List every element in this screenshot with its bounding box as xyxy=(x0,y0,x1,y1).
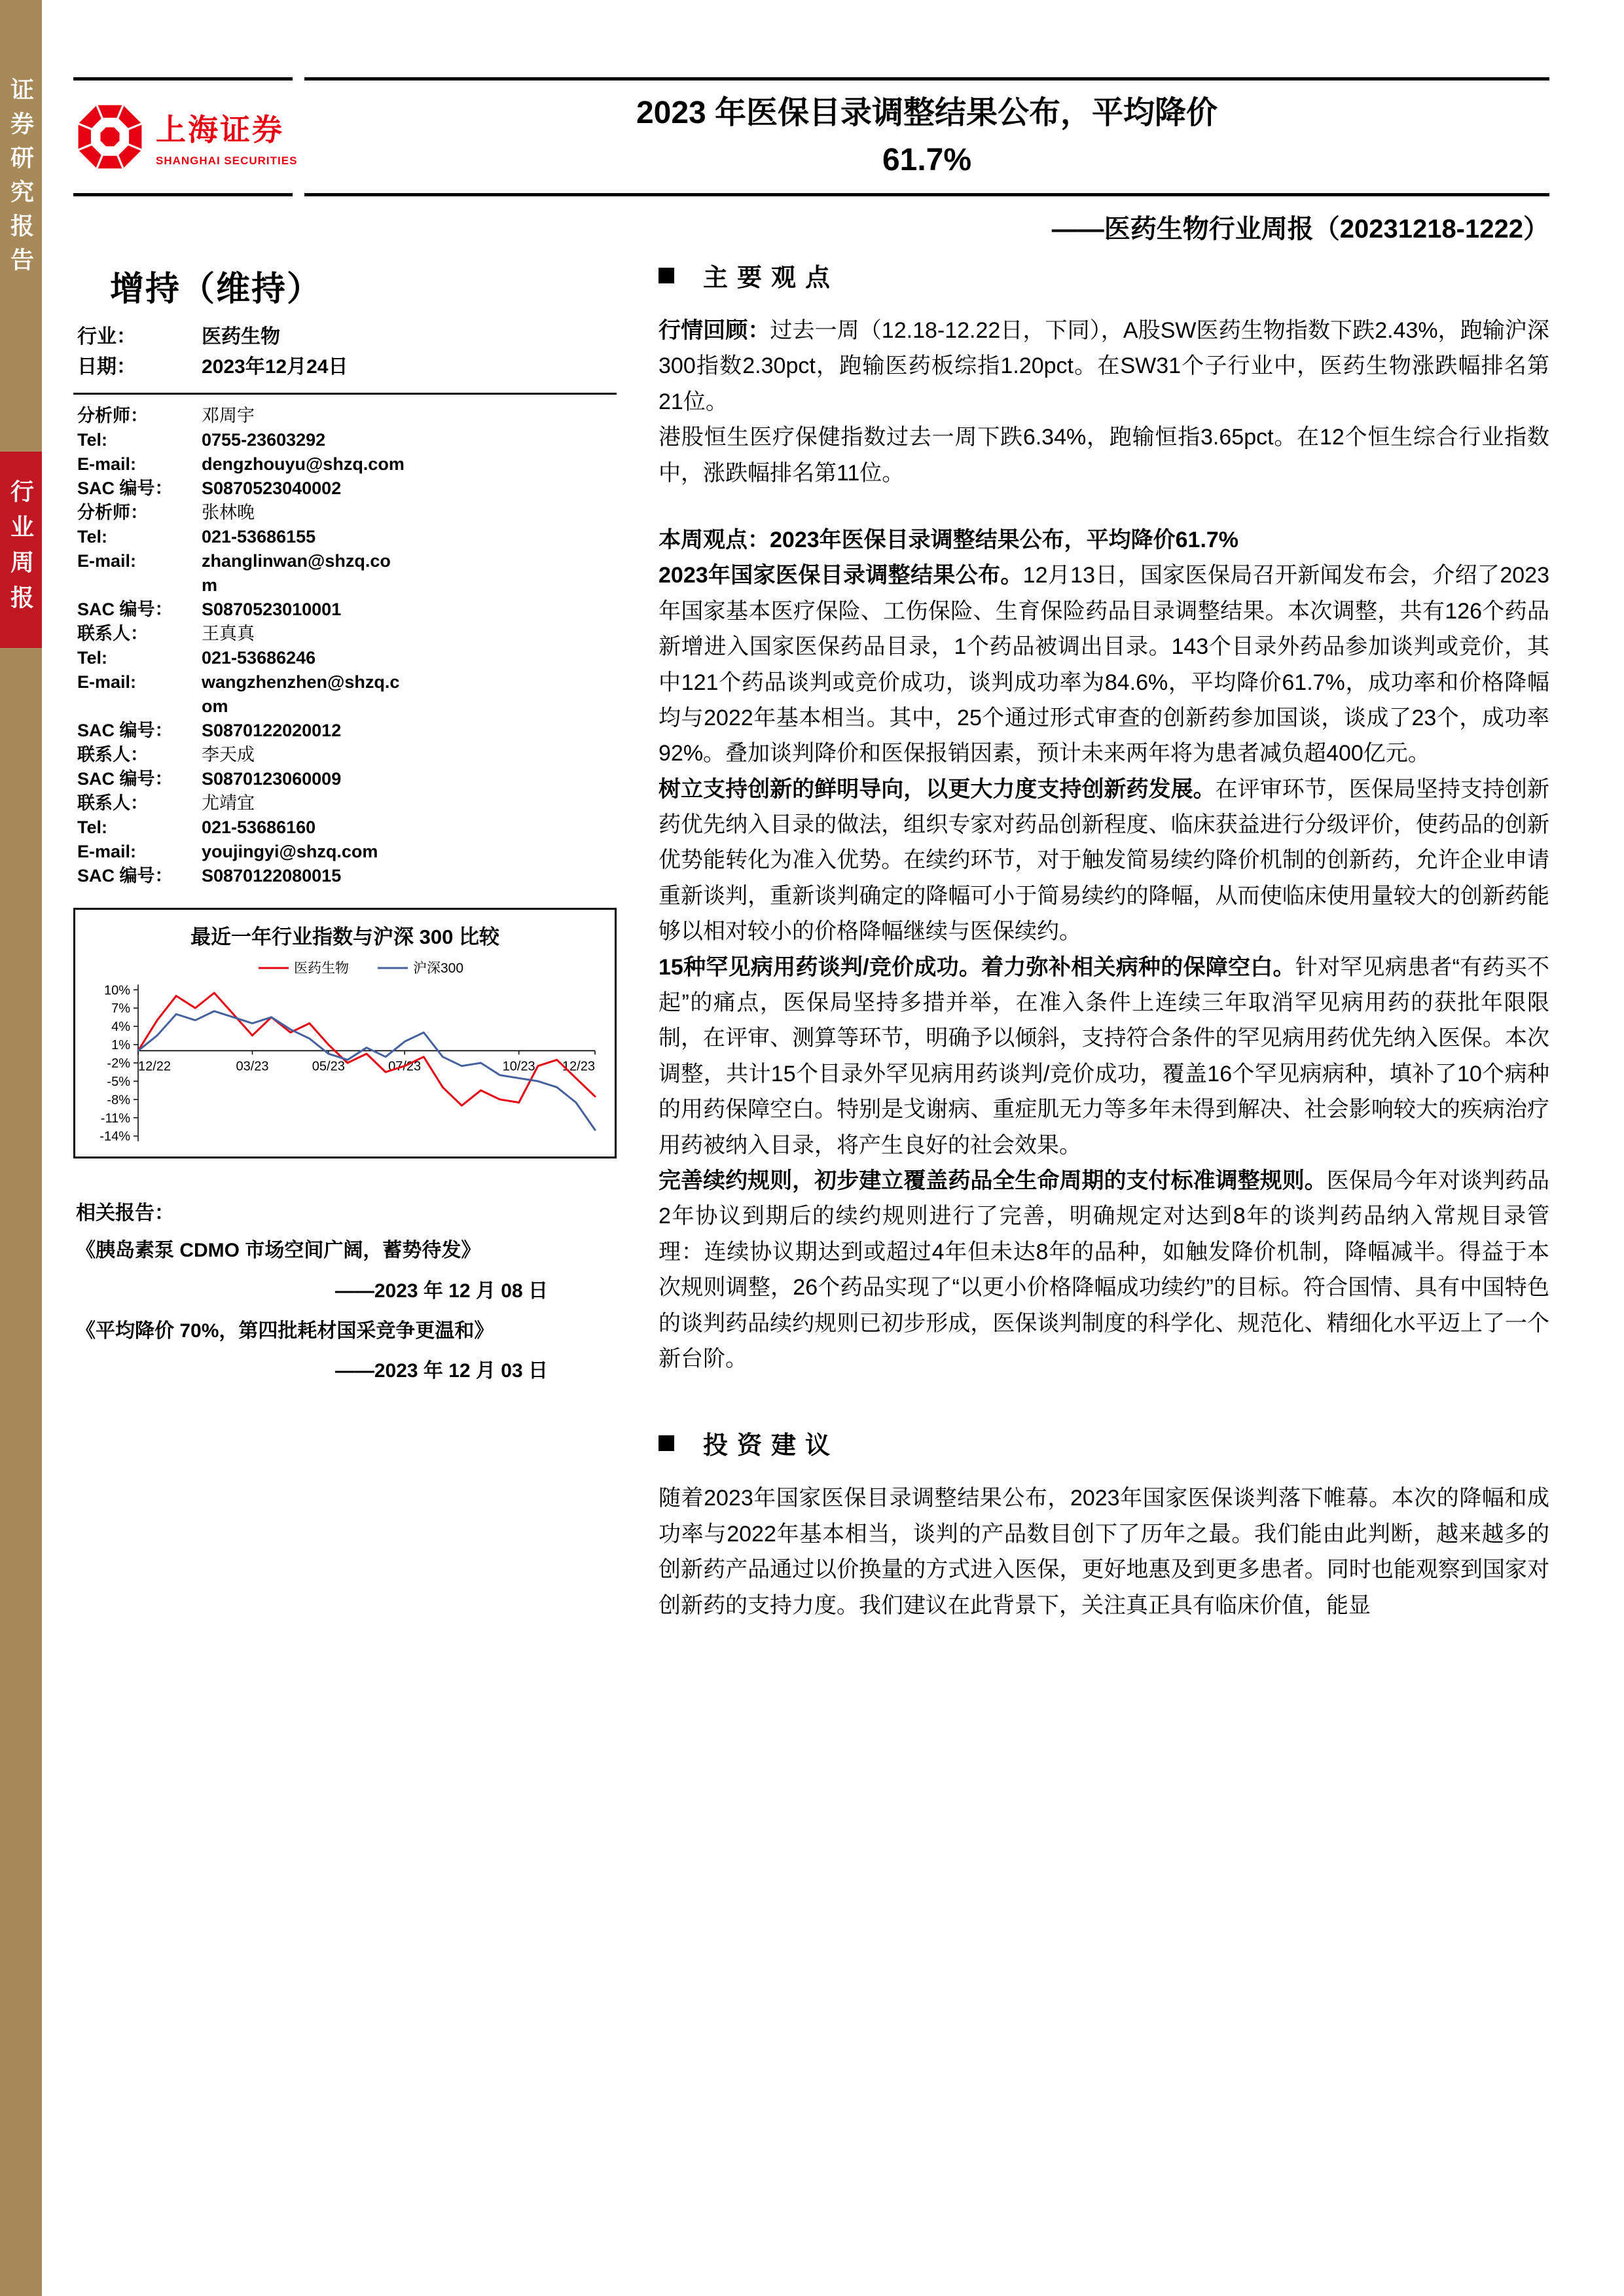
report-item-date: ——2023 年 12 月 03 日 xyxy=(334,1360,548,1382)
info-row xyxy=(77,549,617,598)
report-item-title: 《平均降价 70%，第四批耗材国采竞争更温和》 xyxy=(76,1319,494,1342)
square-bullet-icon xyxy=(659,268,674,283)
field-value: wangzhenzhen@shzq.com xyxy=(202,672,400,716)
field-value: 尤靖宜 xyxy=(202,793,255,813)
info-row xyxy=(77,743,617,767)
field-value: 0755-23603292 xyxy=(202,430,326,450)
logo-text xyxy=(156,106,297,168)
info-row xyxy=(77,791,617,816)
info-row xyxy=(77,767,617,791)
field-label: Tel: xyxy=(77,527,107,547)
paragraph-text: 在评审环节，医保局坚持支持创新药优先纳入目录的做法，组织专家对药品创新程度、临床获益进行分级评价，使药品的创新优势能转化为准入优势。在续约环节，对于触发简易续约降价机制的创新药，允许企业申请重新谈判，重新谈判确定的降幅可小于简易续约的降幅，从而使临床使用量较大的创新药能够以相对较小的价格降幅继续与医保续约。 xyxy=(659,776,1549,944)
contact-list xyxy=(73,395,617,903)
field-value: dengzhouyu@shzq.com xyxy=(202,454,405,474)
svg-text:03/23: 03/23 xyxy=(236,1059,269,1074)
left-edge-strip xyxy=(0,0,42,2296)
info-row xyxy=(77,719,617,743)
logo-cn-text: 上海证券 xyxy=(156,113,284,147)
info-row xyxy=(77,525,617,549)
svg-text:1%: 1% xyxy=(111,1038,130,1053)
field-value: 2023年12月24日 xyxy=(202,356,348,378)
field-label: 联系人： xyxy=(77,793,148,813)
report-subtitle: ——医药生物行业周报（20231218-1222） xyxy=(1051,215,1549,243)
paragraph-lead: 行情回顾： xyxy=(659,318,770,343)
industry-vs-hs300-chart xyxy=(83,955,607,1151)
field-value: youjingyi@shzq.com xyxy=(202,842,378,861)
info-panel xyxy=(73,251,617,1623)
main-body xyxy=(659,251,1549,1623)
paragraph-text: 过去一周（12.18-12.22日，下同），A股SW医药生物指数下跌2.43%，跑输沪深300指数2.30pct，跑输医药板综指1.20pct。在SW31个子行业中，医药生物涨跌幅排名第21位。 xyxy=(659,318,1549,414)
header xyxy=(73,77,1549,196)
rating: 增持（维持） xyxy=(110,270,323,308)
svg-text:7%: 7% xyxy=(111,1001,130,1016)
field-value: S0870122020012 xyxy=(202,721,342,740)
chart-box xyxy=(73,908,617,1158)
field-label: E-mail: xyxy=(77,454,137,474)
strip-red-block xyxy=(0,452,42,648)
paragraph xyxy=(659,772,1549,950)
logo-en-text: SHANGHAI SECURITIES xyxy=(156,154,298,167)
paragraph xyxy=(659,420,1549,491)
info-row xyxy=(77,352,617,382)
info-row xyxy=(77,452,617,476)
section-title-main-views: 主要观点 xyxy=(703,264,840,292)
strip-label-weekly: 行业周报 xyxy=(7,479,35,620)
field-label: SAC 编号： xyxy=(77,769,173,789)
svg-text:-2%: -2% xyxy=(107,1056,130,1071)
square-bullet-icon xyxy=(659,1435,674,1451)
paragraph xyxy=(659,313,1549,420)
svg-text:05/23: 05/23 xyxy=(312,1059,345,1074)
page-content xyxy=(73,77,1549,1623)
field-value: 021-53686155 xyxy=(202,527,316,547)
report-item-date: ——2023 年 12 月 08 日 xyxy=(334,1280,548,1302)
paragraph xyxy=(659,1163,1549,1376)
advice-body xyxy=(659,1480,1549,1623)
svg-text:-11%: -11% xyxy=(100,1111,130,1126)
field-value: S0870123060009 xyxy=(202,769,342,789)
field-value: S0870523010001 xyxy=(202,600,342,619)
info-row xyxy=(77,816,617,840)
field-value: zhanglinwan@shzq.com xyxy=(202,551,391,595)
field-value: S0870122080015 xyxy=(202,866,342,886)
field-label: Tel: xyxy=(77,648,107,668)
paragraph-text: 医保局今年对谈判药品2年协议到期后的续约规则进行了完善，明确规定对达到8年的谈判药品纳入常规目录管理：连续协议期达到或超过4年但未达8年的品种，如触发降价机制，降幅减半。得益于本次规则调整，26个药品实现了“以更小价格降幅成功续约”的目标。符合国情、具有中国特色的谈判药品续约规则已初步形成，医保谈判制度的科学化、规范化、精细化水平迈上了一个新台阶。 xyxy=(659,1168,1550,1371)
section-main-views xyxy=(659,257,1549,293)
svg-text:07/23: 07/23 xyxy=(388,1059,422,1074)
field-label: 联系人： xyxy=(77,624,148,643)
related-reports xyxy=(73,1196,617,1383)
info-row xyxy=(77,864,617,888)
field-label: E-mail: xyxy=(77,672,137,692)
title-box xyxy=(304,77,1549,196)
info-row xyxy=(77,476,617,501)
info-row xyxy=(77,322,617,352)
related-reports-list xyxy=(76,1236,617,1383)
observations-body xyxy=(659,313,1549,1376)
field-label: Tel: xyxy=(77,430,107,450)
field-value: 张林晚 xyxy=(202,503,255,522)
field-value: 医药生物 xyxy=(202,326,280,348)
info-row xyxy=(77,840,617,864)
paragraph xyxy=(659,558,1549,771)
svg-text:医药生物: 医药生物 xyxy=(294,961,349,976)
info-row xyxy=(77,404,617,428)
svg-text:12/23: 12/23 xyxy=(562,1059,595,1074)
svg-text:10/23: 10/23 xyxy=(502,1059,535,1074)
paragraph-lead: 15种罕见病用药谈判/竞价成功。着力弥补相关病种的保障空白。 xyxy=(659,954,1295,980)
info-row xyxy=(77,622,617,646)
svg-text:10%: 10% xyxy=(103,983,130,998)
field-value: 021-53686246 xyxy=(202,648,316,668)
field-value: 邓周宇 xyxy=(202,406,255,425)
strip-label-research: 证券研究报告 xyxy=(7,77,35,281)
shanghai-securities-logo-icon xyxy=(73,100,147,173)
meta-block xyxy=(73,319,617,395)
info-row xyxy=(77,670,617,719)
field-label: 行业： xyxy=(77,326,136,348)
chart-title: 最近一年行业指数与沪深 300 比较 xyxy=(190,925,499,948)
paragraph-lead: 完善续约规则，初步建立覆盖药品全生命周期的支付标准调整规则。 xyxy=(659,1168,1327,1193)
svg-text:沪深300: 沪深300 xyxy=(413,961,464,976)
brand-logo xyxy=(73,77,298,196)
paragraph xyxy=(659,950,1549,1163)
info-row xyxy=(77,598,617,622)
field-label: SAC 编号： xyxy=(77,600,173,619)
field-label: E-mail: xyxy=(77,842,137,861)
paragraph xyxy=(659,522,1549,558)
field-value: 王真真 xyxy=(202,624,255,643)
field-label: E-mail: xyxy=(77,551,137,571)
field-label: SAC 编号： xyxy=(77,478,173,498)
field-value: 021-53686160 xyxy=(202,817,316,837)
info-row xyxy=(77,501,617,525)
field-label: 分析师： xyxy=(77,406,148,425)
paragraph-lead: 2023年国家医保目录调整结果公布。 xyxy=(659,563,1023,588)
section-investment-advice xyxy=(659,1425,1549,1461)
svg-text:-14%: -14% xyxy=(99,1129,130,1144)
paragraph-lead: 本周观点：2023年医保目录调整结果公布，平均降价61.7% xyxy=(659,527,1239,552)
report-item-title: 《胰岛素泵 CDMO 市场空间广阔，蓄势待发》 xyxy=(76,1240,481,1261)
svg-text:-5%: -5% xyxy=(107,1074,130,1089)
field-label: 日期： xyxy=(77,356,136,378)
report-title: 2023 年医保目录调整结果公布，平均降价 61.7% xyxy=(636,96,1218,177)
field-label: Tel: xyxy=(77,817,107,837)
paragraph xyxy=(659,1480,1549,1623)
field-label: SAC 编号： xyxy=(77,866,173,886)
related-reports-heading: 相关报告： xyxy=(76,1202,174,1224)
field-label: 分析师： xyxy=(77,503,148,522)
paragraph-text: 12月13日，国家医保局召开新闻发布会，介绍了2023年国家基本医疗保险、工伤保险、生育保险药品目录调整结果。本次调整，共有126个药品新增进入国家医保药品目录，1个药品被调出目录。143个目录外药品参加谈判或竞价，其中121个药品谈判或竞价成功，谈判成功率为84.6%，平均降价61.7%，成功率和价格降幅均与2022年基本相当。其中，25个通过形式审查的创新药参加国谈，谈成了23个，成功率92%。叠加谈判降价和医保报销因素，预计未来两年将为患者减负超400亿元。 xyxy=(659,563,1549,766)
field-value: 李天成 xyxy=(202,745,255,764)
section-title-investment-advice: 投资建议 xyxy=(703,1432,840,1460)
paragraph-text: 针对罕见病患者“有药买不起”的痛点，医保局坚持多措并举，在准入条件上连续三年取消罕见病用药的获批年限限制，在评审、测算等环节，明确予以倾斜，支持符合条件的罕见病用药优先纳入医保。本次调整，共计15个目录外罕见病用药谈判/竞价成功，覆盖16个罕见病病种，填补了10个病种的用药保障空白。特别是戈谢病、重症肌无力等多年未得到解决、社会影响较大的疾病治疗用药被纳入目录，将产生良好的社会效果。 xyxy=(659,954,1549,1158)
paragraph-text: 港股恒生医疗保健指数过去一周下跌6.34%，跑输恒指3.65pct。在12个恒生综合行业指数中，涨跌幅排名第11位。 xyxy=(659,425,1549,486)
info-row xyxy=(77,646,617,670)
svg-text:-8%: -8% xyxy=(107,1092,130,1107)
field-label: 联系人： xyxy=(77,745,148,764)
paragraph-text: 随着2023年国家医保目录调整结果公布，2023年国家医保谈判落下帷幕。本次的降幅和成功率与2022年基本相当，谈判的产品数目创下了历年之最。我们能由此判断，越来越多的创新药产品通过以价换量的方式进入医保，更好地惠及到更多患者。同时也能观察到国家对创新药的支持力度。我们建议在此背景下，关注真正具有临床价值，能显 xyxy=(659,1486,1549,1618)
info-row xyxy=(77,428,617,452)
paragraph-lead: 树立支持创新的鲜明导向，以更大力度支持创新药发展。 xyxy=(659,776,1216,802)
svg-text:4%: 4% xyxy=(111,1020,130,1035)
field-label: SAC 编号： xyxy=(77,721,173,740)
svg-text:12/22: 12/22 xyxy=(138,1059,171,1074)
field-value: S0870523040002 xyxy=(202,478,342,498)
